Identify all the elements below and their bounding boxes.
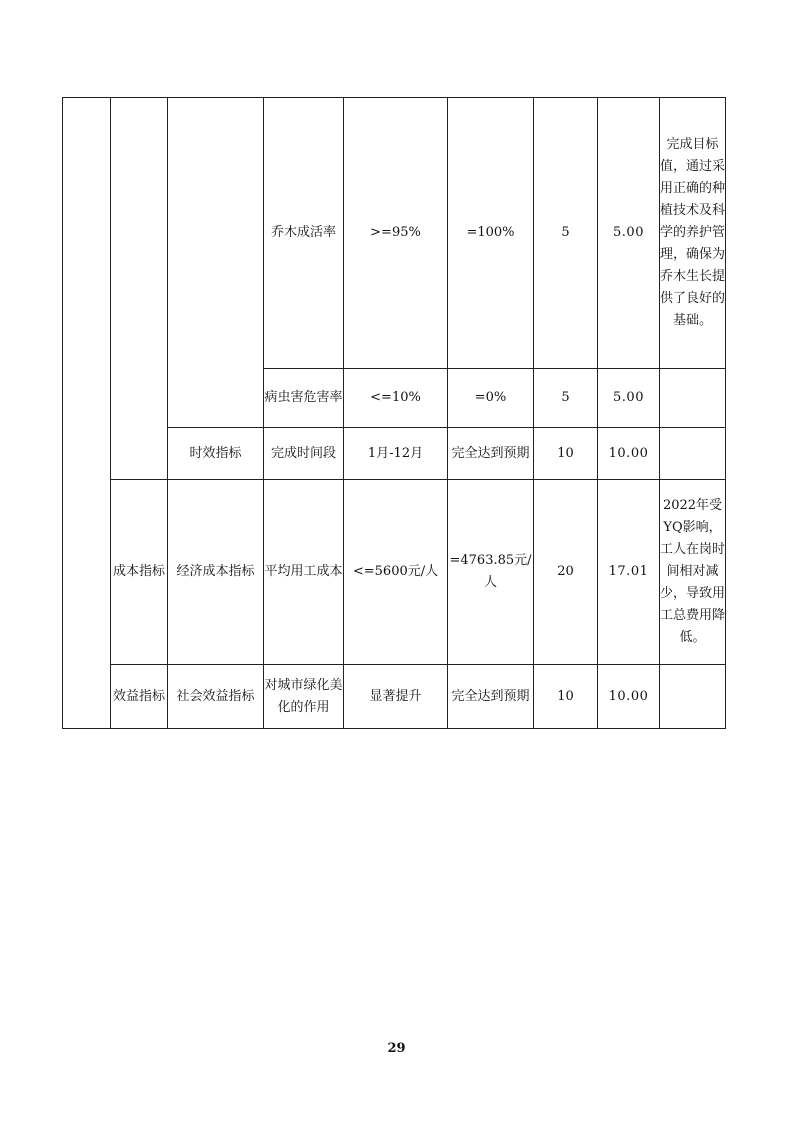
score-cell: 10.00 [598,428,660,480]
note-cell [660,369,726,428]
note-cell [660,428,726,480]
target-cell: 1月-12月 [344,428,448,480]
level0-cell [63,98,111,729]
actual-cell: =100% [448,98,534,369]
table-row [63,480,726,665]
score-cell: 17.01 [598,480,660,665]
weight-cell: 10 [534,428,598,480]
level2-cell [168,98,264,428]
level1-cell [111,98,168,480]
weight-cell: 5 [534,98,598,369]
actual-cell: =4763.85元/人 [448,480,534,665]
indicator-cell: 乔木成活率 [264,98,344,369]
weight-cell: 20 [534,480,598,665]
score-cell: 10.00 [598,665,660,729]
level2-cell: 经济成本指标 [168,480,264,665]
indicator-cell: 平均用工成本 [264,480,344,665]
weight-cell: 10 [534,665,598,729]
weight-cell: 5 [534,369,598,428]
page-number: 29 [387,1041,406,1056]
note-cell [660,665,726,729]
actual-cell: =0% [448,369,534,428]
level2-cell: 时效指标 [168,428,264,480]
note-cell: 2022年受YQ影响，工人在岗时间相对减少，导致用工总费用降低。 [660,480,726,665]
target-cell: 显著提升 [344,665,448,729]
table-row [63,98,726,369]
indicator-cell: 病虫害危害率 [264,369,344,428]
score-cell: 5.00 [598,369,660,428]
level2-cell: 社会效益指标 [168,665,264,729]
indicator-cell: 完成时间段 [264,428,344,480]
table-row [63,665,726,729]
level1-cell: 效益指标 [111,665,168,729]
level1-cell: 成本指标 [111,480,168,665]
performance-indicator-table [62,97,726,729]
target-cell: <=5600元/人 [344,480,448,665]
target-cell: <=10% [344,369,448,428]
score-cell: 5.00 [598,98,660,369]
actual-cell: 完全达到预期 [448,428,534,480]
target-cell: >=95% [344,98,448,369]
note-cell: 完成目标值，通过采用正确的种植技术及科学的养护管理，确保为乔木生长提供了良好的基础。 [660,98,726,369]
actual-cell: 完全达到预期 [448,665,534,729]
indicator-cell: 对城市绿化美化的作用 [264,665,344,729]
